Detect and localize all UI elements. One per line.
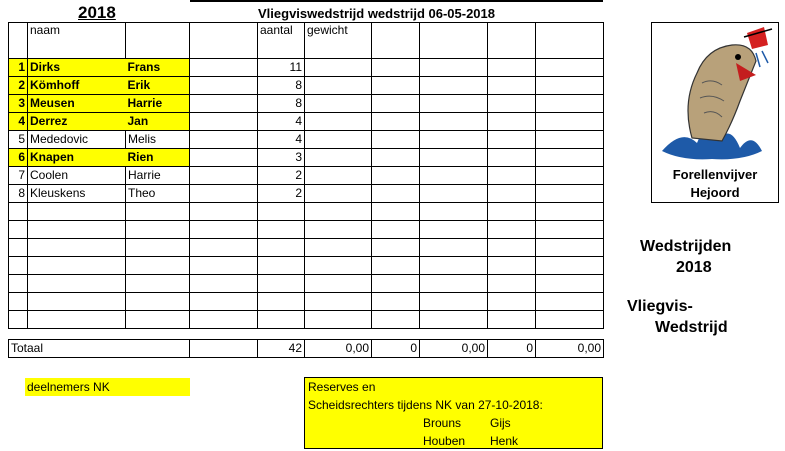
reserves-box <box>304 377 603 449</box>
header-naam: naam <box>28 23 126 59</box>
totals-value: 0 <box>488 340 536 358</box>
row-empty-cell <box>190 59 258 77</box>
row-position <box>9 293 28 311</box>
row-last-name <box>28 221 126 239</box>
row-aantal <box>258 203 305 221</box>
row-empty-cell <box>536 149 604 167</box>
row-empty-cell <box>372 203 420 221</box>
row-empty-cell <box>305 167 372 185</box>
table-row <box>9 131 604 149</box>
row-empty-cell <box>488 293 536 311</box>
row-last-name <box>28 275 126 293</box>
totals-table <box>8 339 604 358</box>
row-empty-cell <box>305 275 372 293</box>
row-empty-cell <box>305 293 372 311</box>
trout-logo-icon <box>652 23 778 163</box>
row-aantal: 8 <box>258 77 305 95</box>
reserve-name-first: Gijs <box>490 416 511 430</box>
row-empty-cell <box>488 167 536 185</box>
row-first-name: Harrie <box>126 167 190 185</box>
row-empty-cell <box>536 257 604 275</box>
row-empty-cell <box>420 113 488 131</box>
row-empty-cell <box>305 221 372 239</box>
row-last-name <box>28 257 126 275</box>
row-first-name: Melis <box>126 131 190 149</box>
row-aantal: 2 <box>258 185 305 203</box>
row-last-name: Mededovic <box>28 131 126 149</box>
row-empty-cell <box>190 275 258 293</box>
row-empty-cell <box>372 257 420 275</box>
row-empty-cell <box>190 239 258 257</box>
row-empty-cell <box>190 203 258 221</box>
row-empty-cell <box>488 185 536 203</box>
row-position: 1 <box>9 59 28 77</box>
row-empty-cell <box>305 239 372 257</box>
row-aantal <box>258 275 305 293</box>
row-empty-cell <box>536 185 604 203</box>
row-first-name <box>126 203 190 221</box>
row-first-name <box>126 239 190 257</box>
row-empty-cell <box>190 77 258 95</box>
year-heading: 2018 <box>78 3 116 22</box>
row-last-name <box>28 239 126 257</box>
row-position: 2 <box>9 77 28 95</box>
row-empty-cell <box>488 311 536 329</box>
row-position: 8 <box>9 185 28 203</box>
totals-value: 0,00 <box>536 340 604 358</box>
row-empty-cell <box>420 203 488 221</box>
competition-title: Vliegviswedstrijd wedstrijd 06-05-2018 <box>258 6 495 21</box>
totals-value: 0 <box>372 340 420 358</box>
results-table <box>8 22 604 329</box>
row-first-name <box>126 311 190 329</box>
row-empty-cell <box>372 185 420 203</box>
row-empty-cell <box>420 77 488 95</box>
row-position <box>9 203 28 221</box>
row-aantal: 11 <box>258 59 305 77</box>
row-empty-cell <box>305 77 372 95</box>
row-last-name <box>28 311 126 329</box>
row-empty-cell <box>190 95 258 113</box>
row-position: 5 <box>9 131 28 149</box>
side-heading-year: 2018 <box>676 259 712 276</box>
totals-value: 0,00 <box>305 340 372 358</box>
row-position <box>9 257 28 275</box>
row-aantal <box>258 257 305 275</box>
row-last-name: Dirks <box>28 59 126 77</box>
row-empty-cell <box>190 167 258 185</box>
row-aantal: 3 <box>258 149 305 167</box>
row-empty-cell <box>372 311 420 329</box>
row-last-name: Meusen <box>28 95 126 113</box>
row-last-name: Knapen <box>28 149 126 167</box>
row-empty-cell <box>420 95 488 113</box>
row-empty-cell <box>488 221 536 239</box>
row-empty-cell <box>536 275 604 293</box>
row-empty-cell <box>536 113 604 131</box>
row-empty-cell <box>372 131 420 149</box>
row-last-name <box>28 203 126 221</box>
row-empty-cell <box>488 77 536 95</box>
table-row <box>9 221 604 239</box>
row-empty-cell <box>536 95 604 113</box>
row-position: 3 <box>9 95 28 113</box>
row-first-name <box>126 221 190 239</box>
row-empty-cell <box>420 293 488 311</box>
row-empty-cell <box>536 293 604 311</box>
row-empty-cell <box>536 167 604 185</box>
row-empty-cell <box>488 95 536 113</box>
row-aantal: 2 <box>258 167 305 185</box>
header-first-cell <box>126 23 190 59</box>
row-empty-cell <box>488 59 536 77</box>
row-first-name <box>126 293 190 311</box>
header-empty-cell <box>420 23 488 59</box>
row-empty-cell <box>305 185 372 203</box>
row-empty-cell <box>305 113 372 131</box>
table-header-row <box>9 23 604 59</box>
row-empty-cell <box>420 59 488 77</box>
header-aantal: aantal <box>258 23 305 59</box>
row-position: 6 <box>9 149 28 167</box>
header-empty-cell <box>372 23 420 59</box>
row-empty-cell <box>372 77 420 95</box>
row-empty-cell <box>488 257 536 275</box>
row-aantal: 8 <box>258 95 305 113</box>
header-pos-cell <box>9 23 28 59</box>
header-empty-cell <box>488 23 536 59</box>
table-row <box>9 185 604 203</box>
row-empty-cell <box>420 311 488 329</box>
table-row <box>9 275 604 293</box>
row-first-name: Frans <box>126 59 190 77</box>
row-empty-cell <box>536 221 604 239</box>
row-empty-cell <box>488 149 536 167</box>
row-empty-cell <box>305 95 372 113</box>
table-row <box>9 311 604 329</box>
row-empty-cell <box>536 59 604 77</box>
logo-text-line1: Forellenvijver <box>672 167 758 182</box>
side-heading-vliegvis: Vliegvis- <box>627 298 693 315</box>
row-empty-cell <box>190 311 258 329</box>
row-aantal <box>258 311 305 329</box>
table-row <box>9 257 604 275</box>
row-empty-cell <box>420 275 488 293</box>
row-empty-cell <box>190 185 258 203</box>
row-empty-cell <box>190 149 258 167</box>
totals-label: Totaal <box>9 340 190 358</box>
row-first-name: Theo <box>126 185 190 203</box>
row-empty-cell <box>372 293 420 311</box>
row-last-name: Kleuskens <box>28 185 126 203</box>
row-first-name: Harrie <box>126 95 190 113</box>
row-empty-cell <box>488 131 536 149</box>
row-empty-cell <box>305 311 372 329</box>
row-empty-cell <box>305 203 372 221</box>
row-empty-cell <box>420 257 488 275</box>
row-position <box>9 221 28 239</box>
row-empty-cell <box>536 203 604 221</box>
row-empty-cell <box>536 239 604 257</box>
table-row <box>9 203 604 221</box>
reserves-line1: Reserves en <box>308 380 376 394</box>
row-empty-cell <box>420 167 488 185</box>
totals-empty-cell <box>190 340 258 358</box>
header-gewicht: gewicht <box>305 23 372 59</box>
row-empty-cell <box>372 239 420 257</box>
reserve-name-last: Houben <box>423 434 466 448</box>
row-empty-cell <box>488 239 536 257</box>
table-row <box>9 239 604 257</box>
table-row <box>9 149 604 167</box>
row-empty-cell <box>488 275 536 293</box>
row-last-name <box>28 293 126 311</box>
row-first-name: Erik <box>126 77 190 95</box>
table-row <box>9 95 604 113</box>
row-empty-cell <box>372 221 420 239</box>
row-empty-cell <box>372 59 420 77</box>
reserve-name-first: Henk <box>490 434 519 448</box>
row-position: 4 <box>9 113 28 131</box>
row-position: 7 <box>9 167 28 185</box>
title-top-border <box>190 0 603 2</box>
row-empty-cell <box>420 239 488 257</box>
side-heading-wedstrijden: Wedstrijden <box>640 238 732 255</box>
row-aantal: 4 <box>258 131 305 149</box>
row-aantal <box>258 221 305 239</box>
row-last-name: Coolen <box>28 167 126 185</box>
row-last-name: Kömhoff <box>28 77 126 95</box>
row-empty-cell <box>305 257 372 275</box>
side-heading-wedstrijd: Wedstrijd <box>655 319 728 336</box>
row-empty-cell <box>536 77 604 95</box>
row-aantal: 4 <box>258 113 305 131</box>
table-row <box>9 113 604 131</box>
row-position <box>9 239 28 257</box>
row-empty-cell <box>420 221 488 239</box>
totals-aantal: 42 <box>258 340 305 358</box>
row-first-name <box>126 257 190 275</box>
row-empty-cell <box>305 131 372 149</box>
totals-row <box>9 340 604 358</box>
totals-value: 0,00 <box>420 340 488 358</box>
row-empty-cell <box>536 131 604 149</box>
row-empty-cell <box>488 113 536 131</box>
row-empty-cell <box>420 185 488 203</box>
row-last-name: Derrez <box>28 113 126 131</box>
row-empty-cell <box>372 167 420 185</box>
row-empty-cell <box>372 113 420 131</box>
row-first-name: Rien <box>126 149 190 167</box>
logo-text-line2: Hejoord <box>690 185 740 200</box>
row-position <box>9 311 28 329</box>
row-empty-cell <box>420 149 488 167</box>
row-empty-cell <box>372 95 420 113</box>
reserves-line2: Scheidsrechters tijdens NK van 27-10-2018: <box>308 398 543 412</box>
row-empty-cell <box>536 311 604 329</box>
row-empty-cell <box>305 149 372 167</box>
row-empty-cell <box>420 131 488 149</box>
club-logo <box>651 22 779 203</box>
row-aantal <box>258 293 305 311</box>
table-row <box>9 167 604 185</box>
row-position <box>9 275 28 293</box>
row-first-name: Jan <box>126 113 190 131</box>
nk-participants-label: deelnemers NK <box>25 378 190 396</box>
row-empty-cell <box>190 257 258 275</box>
header-empty-cell <box>536 23 604 59</box>
row-first-name <box>126 275 190 293</box>
reserve-name-last: Brouns <box>423 416 462 430</box>
row-empty-cell <box>372 275 420 293</box>
row-empty-cell <box>488 203 536 221</box>
row-empty-cell <box>190 131 258 149</box>
table-row <box>9 59 604 77</box>
row-empty-cell <box>305 59 372 77</box>
table-row <box>9 293 604 311</box>
table-row <box>9 77 604 95</box>
row-aantal <box>258 239 305 257</box>
row-empty-cell <box>190 221 258 239</box>
header-empty-cell <box>190 23 258 59</box>
row-empty-cell <box>190 113 258 131</box>
row-empty-cell <box>190 293 258 311</box>
row-empty-cell <box>372 149 420 167</box>
